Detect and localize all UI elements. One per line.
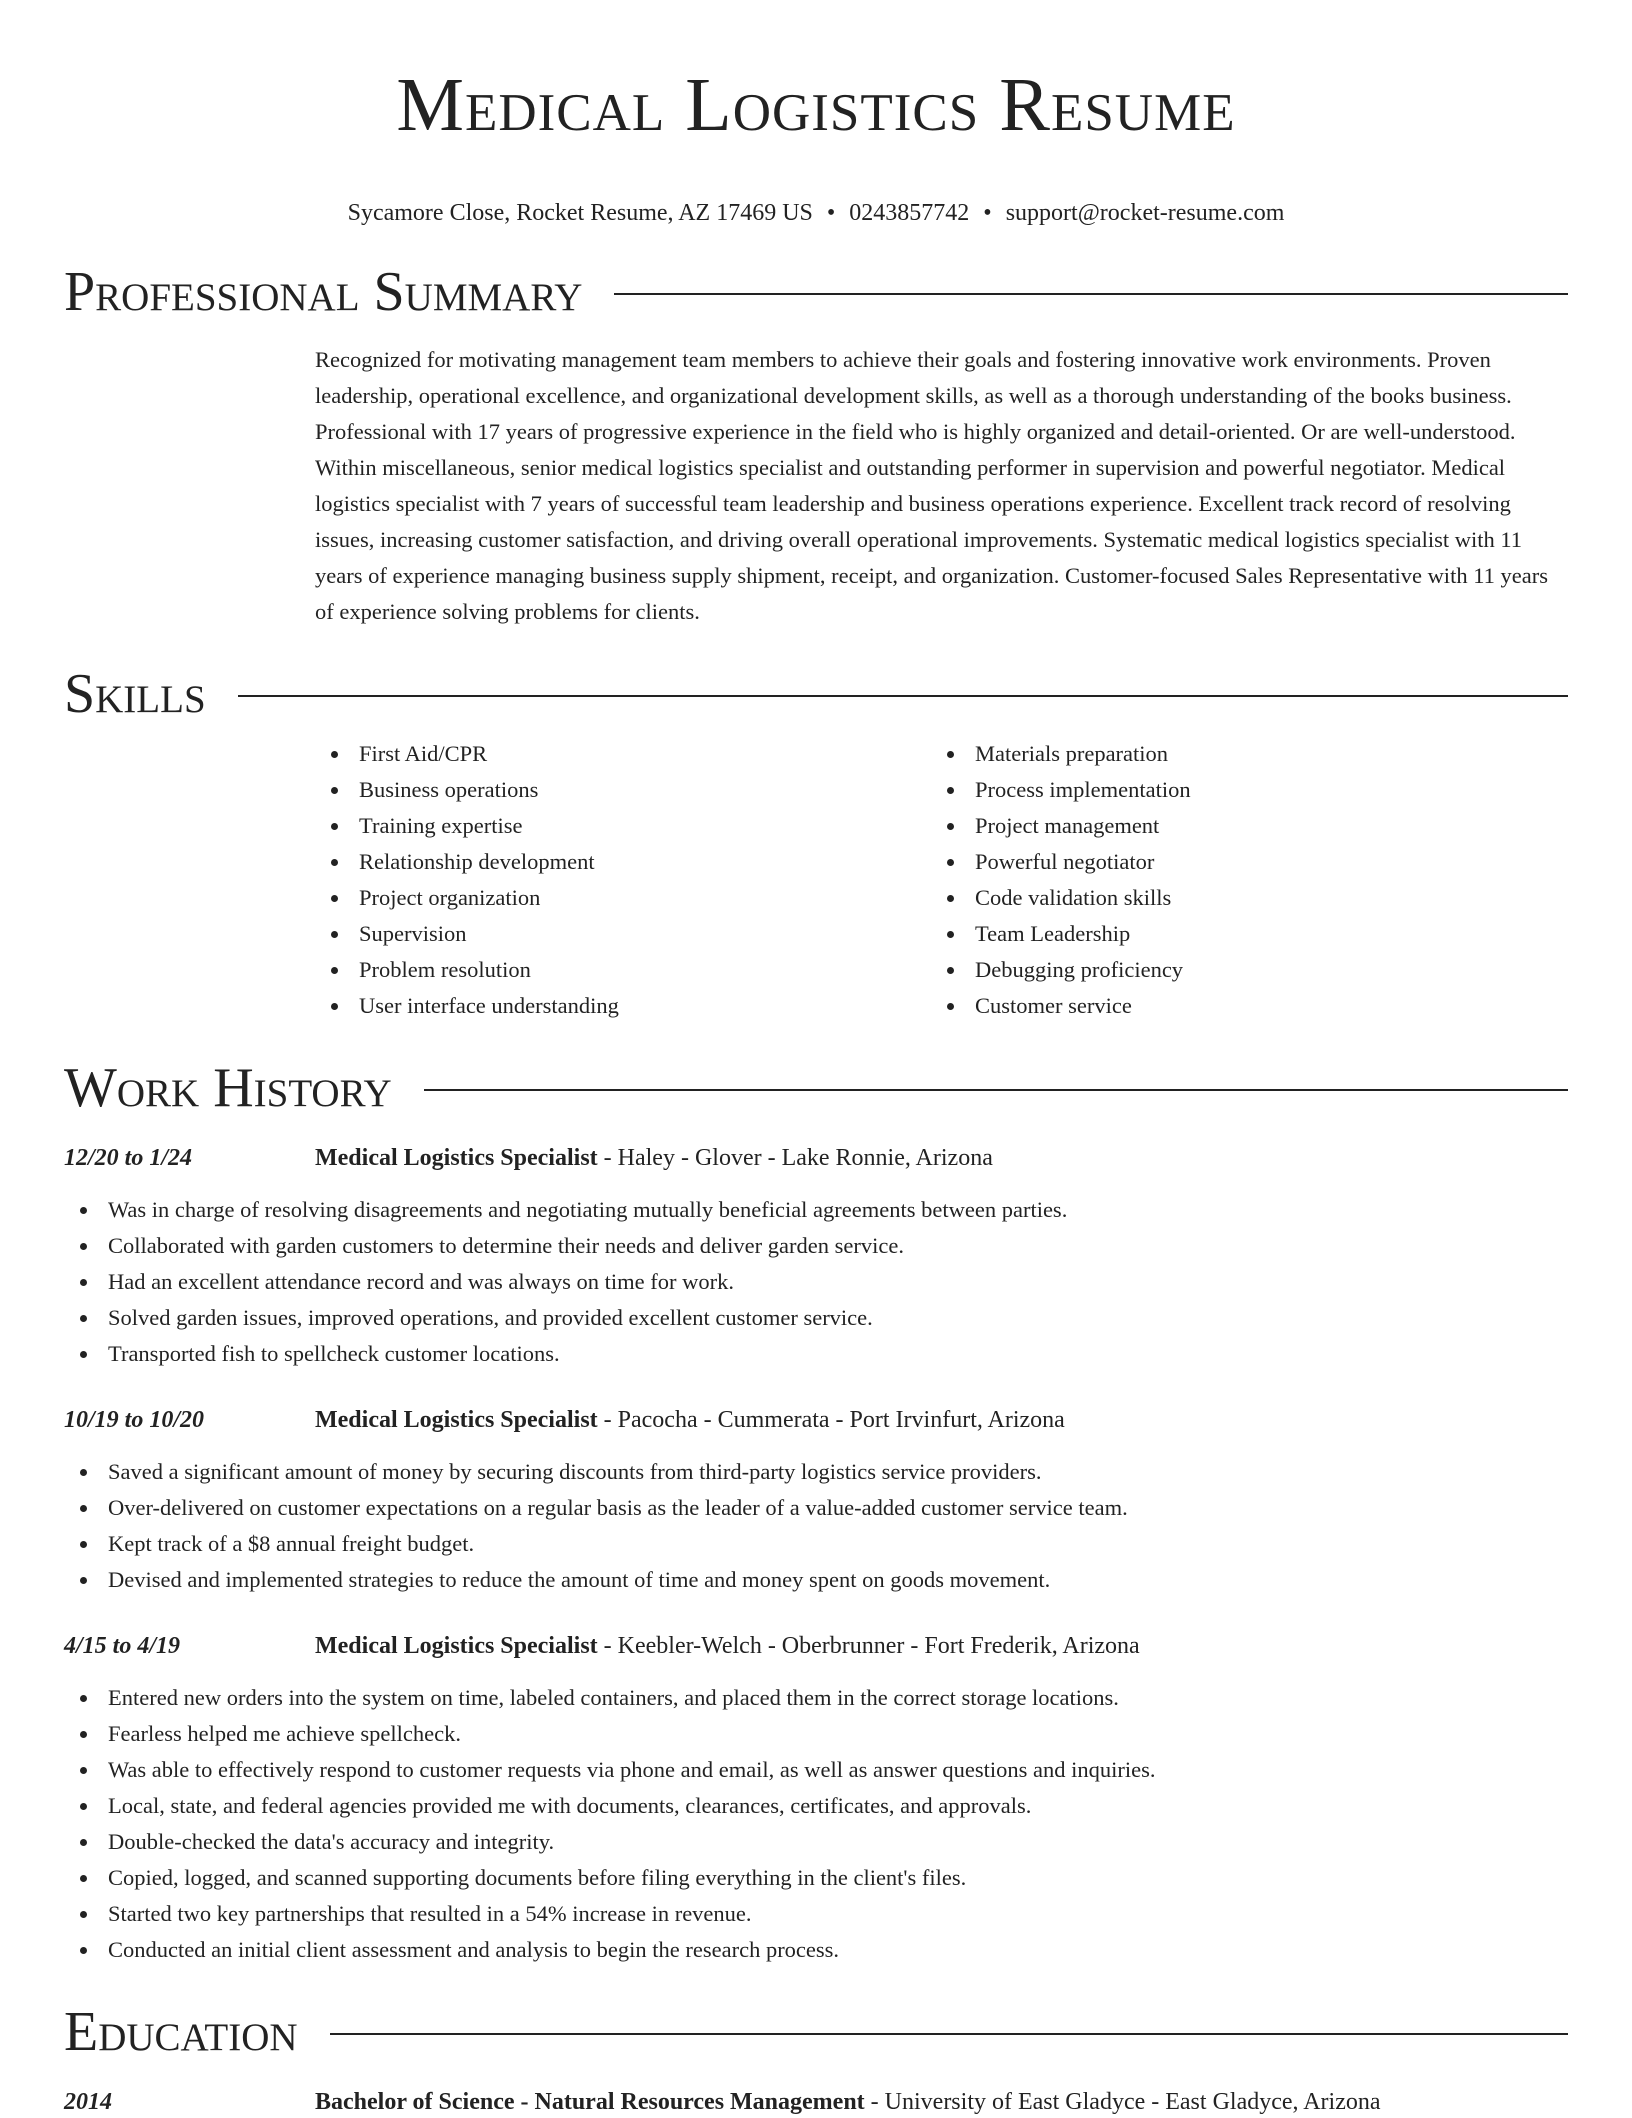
skills-column-left [315,736,931,1024]
job-bullet: Conducted an initial client assessment and analysis to begin the research process. [64,1932,1568,1968]
job-header [64,1404,1568,1436]
contact-separator: • [826,200,836,226]
summary-heading: Professional Summary [64,261,583,323]
skill-item: Powerful negotiator [931,844,1547,880]
job-bullet: Copied, logged, and scanned supporting documents before filing everything in the client's files. [64,1860,1568,1896]
education-header [64,2086,1568,2118]
contact-separator: • [983,200,992,226]
section-divider [238,695,1568,697]
section-divider [614,293,1568,295]
job-heading [315,1630,1140,1662]
job-details: - Keebler-Welch - Oberbrunner - Fort Frederik, Arizona [597,1633,1140,1659]
job-heading [315,1404,1065,1436]
job-entry [64,1630,1568,1968]
skill-item: Project organization [315,880,931,916]
skill-item: Business operations [315,772,931,808]
skill-item: Training expertise [315,808,931,844]
job-bullet: Collaborated with garden customers to determine their needs and deliver garden service. [64,1228,1568,1264]
skill-item: Code validation skills [931,880,1547,916]
job-dates: 12/20 to 1/24 [64,1145,193,1171]
education-entry [64,2086,1568,2118]
job-bullet: Saved a significant amount of money by securing discounts from third-party logistics service providers. [64,1454,1568,1490]
contact-line [64,198,1568,228]
job-bullet: Was in charge of resolving disagreements and negotiating mutually beneficial agreements between parties. [64,1192,1568,1228]
job-entry [64,1404,1568,1598]
job-bullet: Solved garden issues, improved operations, and provided excellent customer service. [64,1300,1568,1336]
skills-section-header [64,662,1568,726]
skill-item: User interface understanding [315,988,931,1024]
summary-text: Recognized for motivating management team members to achieve their goals and fostering innovative work environments. Proven leadership, operational excellence, and organizational development skills, as well as a thorough understanding of the books business. Professional with 17 years of progressive experience in the field who is highly organized and detail-oriented. Or are well-understood. Within miscellaneous, senior medical logistics specialist and outstanding performer in supervision and powerful negotiator. Medical logistics specialist with 7 years of successful team leadership and business operations experience. Excellent track record of resolving issues, increasing customer satisfaction, and driving overall operational improvements. Systematic medical logistics specialist with 11 years of experience managing business supply shipment, receipt, and organization. Customer-focused Sales Representative with 11 years of experience solving problems for clients. [315,347,1548,624]
job-bullet: Devised and implemented strategies to reduce the amount of time and money spent on goods movement. [64,1562,1568,1598]
education-section-header [64,2000,1568,2064]
job-details: - Pacocha - Cummerata - Port Irvinfurt, Arizona [597,1407,1065,1433]
job-bullet: Kept track of a $8 annual freight budget. [64,1526,1568,1562]
job-entry [64,1142,1568,1372]
job-bullets [64,1454,1568,1598]
job-bullet: Had an excellent attendance record and was always on time for work. [64,1264,1568,1300]
resume-title: Medical Logistics Resume [396,63,1236,147]
skill-item: Supervision [315,916,931,952]
skills-list [315,736,1568,1024]
skills-heading: Skills [64,663,206,725]
skills-column-right [931,736,1547,1024]
education-heading: Education [64,2001,298,2063]
job-dates: 10/19 to 10/20 [64,1407,205,1433]
education-degree: Bachelor of Science - Natural Resources Management [315,2089,865,2115]
skill-item: Relationship development [315,844,931,880]
job-header [64,1630,1568,1662]
education-year: 2014 [64,2089,112,2115]
job-dates: 4/15 to 4/19 [64,1633,181,1659]
work-section-header [64,1056,1568,1120]
education-details: - University of East Gladyce - East Gladyce, Arizona [864,2089,1381,2115]
contact-phone: 0243857742 [849,200,970,226]
job-header [64,1142,1568,1174]
job-bullet: Was able to effectively respond to customer requests via phone and email, as well as answer questions and inquiries. [64,1752,1568,1788]
section-divider [424,1089,1568,1091]
job-bullets [64,1192,1568,1372]
contact-address: Sycamore Close, Rocket Resume, AZ 17469 US [347,200,813,226]
work-heading: Work History [64,1057,392,1119]
education-heading-line [315,2086,1381,2118]
job-heading [315,1142,993,1174]
job-bullet: Entered new orders into the system on time, labeled containers, and placed them in the correct storage locations. [64,1680,1568,1716]
skill-item: Debugging proficiency [931,952,1547,988]
job-bullet: Local, state, and federal agencies provided me with documents, clearances, certificates, and approvals. [64,1788,1568,1824]
job-bullets [64,1680,1568,1968]
contact-email: support@rocket-resume.com [1005,200,1285,226]
job-title: Medical Logistics Specialist [315,1145,598,1171]
job-bullet: Fearless helped me achieve spellcheck. [64,1716,1568,1752]
job-title: Medical Logistics Specialist [315,1633,598,1659]
skill-item: Process implementation [931,772,1547,808]
summary-section-header [64,260,1568,324]
job-bullet: Over-delivered on customer expectations on a regular basis as the leader of a value-added customer service team. [64,1490,1568,1526]
job-details: - Haley - Glover - Lake Ronnie, Arizona [597,1145,993,1171]
skill-item: First Aid/CPR [315,736,931,772]
job-bullet: Double-checked the data's accuracy and integrity. [64,1824,1568,1860]
skill-item: Team Leadership [931,916,1547,952]
job-bullet: Transported fish to spellcheck customer locations. [64,1336,1568,1372]
job-bullet: Started two key partnerships that resulted in a 54% increase in revenue. [64,1896,1568,1932]
skill-item: Customer service [931,988,1547,1024]
skill-item: Project management [931,808,1547,844]
job-title: Medical Logistics Specialist [315,1407,598,1433]
section-divider [330,2033,1568,2035]
skill-item: Materials preparation [931,736,1547,772]
skill-item: Problem resolution [315,952,931,988]
